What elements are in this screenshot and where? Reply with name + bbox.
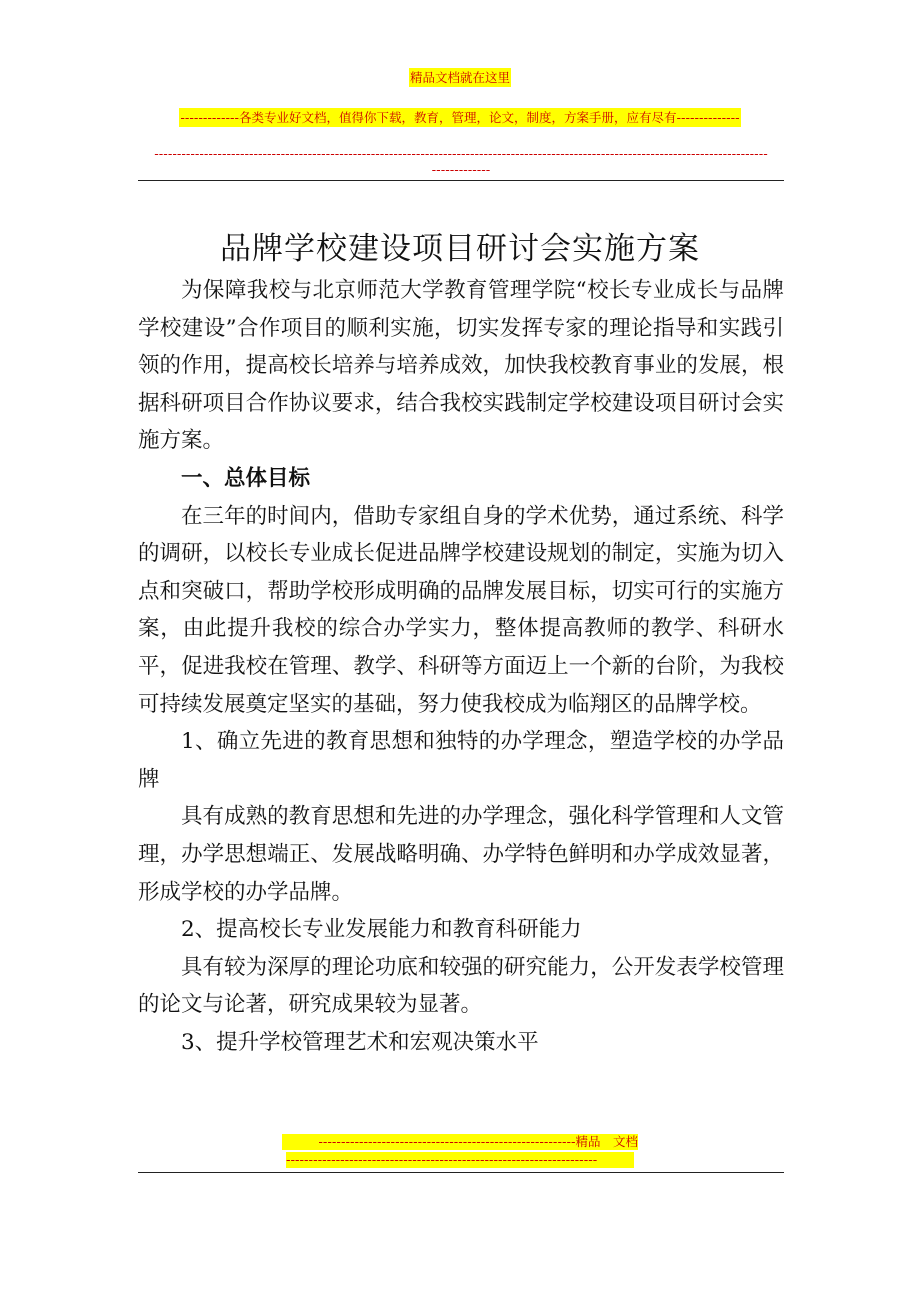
paragraph: 1、确立先进的教育思想和独特的办学理念，塑造学校的办学品牌 — [138, 729, 784, 792]
paragraph: 3、提升学校管理艺术和宏观决策水平 — [181, 1029, 539, 1055]
paragraph: 2、提高校长专业发展能力和教育科研能力 — [181, 917, 582, 943]
section-heading: 一、总体目标 — [181, 465, 311, 491]
footer-line-1: ---------------------------------------------------------精品 文档 — [282, 1134, 638, 1150]
paragraph: 具有较为深厚的理论功底和较强的研究能力，公开发表学校管理的论文与论著，研究成果较为显著。 — [138, 954, 784, 1018]
header-banner — [0, 110, 920, 126]
paragraph: 为保障我校与北京师范大学教育管理学院“校长专业成长与品牌学校建设”合作项目的顺利实施，切实发挥专家的理论指导和实践引领的作用，提高校长培养与培养成效，加快我校教育事业的发展，根据科研项目合作协议要求，结合我校实践制定学校建设项目研讨会实施方案。 — [138, 278, 784, 454]
document-body — [138, 272, 784, 1061]
header-top-label-text: 精品文档就在这里 — [409, 70, 510, 85]
header-top-label — [0, 70, 920, 86]
header-dash-line-1: ---------------------------------------------------------------------------------------------------------------------------------------- — [154, 146, 768, 161]
header-banner-text: -------------各类专业好文档，值得你下载，教育，管理，论文，制度，方案手册，应有尽有-------------- — [180, 110, 740, 125]
paragraph: 具有成熟的教育思想和先进的办学理念，强化科学管理和人文管理，办学思想端正、发展战略明确、办学特色鲜明和办学成效显著，形成学校的办学品牌。 — [138, 804, 784, 905]
document-title: 品牌学校建设项目研讨会实施方案 — [220, 231, 700, 267]
footer-line-2: --------------------------------------------------------------------- — [286, 1152, 634, 1168]
paragraph: 在三年的时间内，借助专家组自身的学术优势，通过系统、科学的调研，以校长专业成长促进品牌学校建设规划的制定，实施为切入点和突破口，帮助学校形成明确的品牌发展目标，切实可行的实施方案，由此提升我校的综合办学实力，整体提高教师的教学、科研水平，促进我校在管理、教学、科研等方面迈上一个新的台阶，为我校可持续发展奠定坚实的基础，努力使我校成为临翔区的品牌学校。 — [138, 503, 784, 717]
header-rule — [138, 180, 784, 181]
footer-rule — [138, 1172, 784, 1173]
header-dash-line-2: ------------- — [431, 162, 491, 177]
